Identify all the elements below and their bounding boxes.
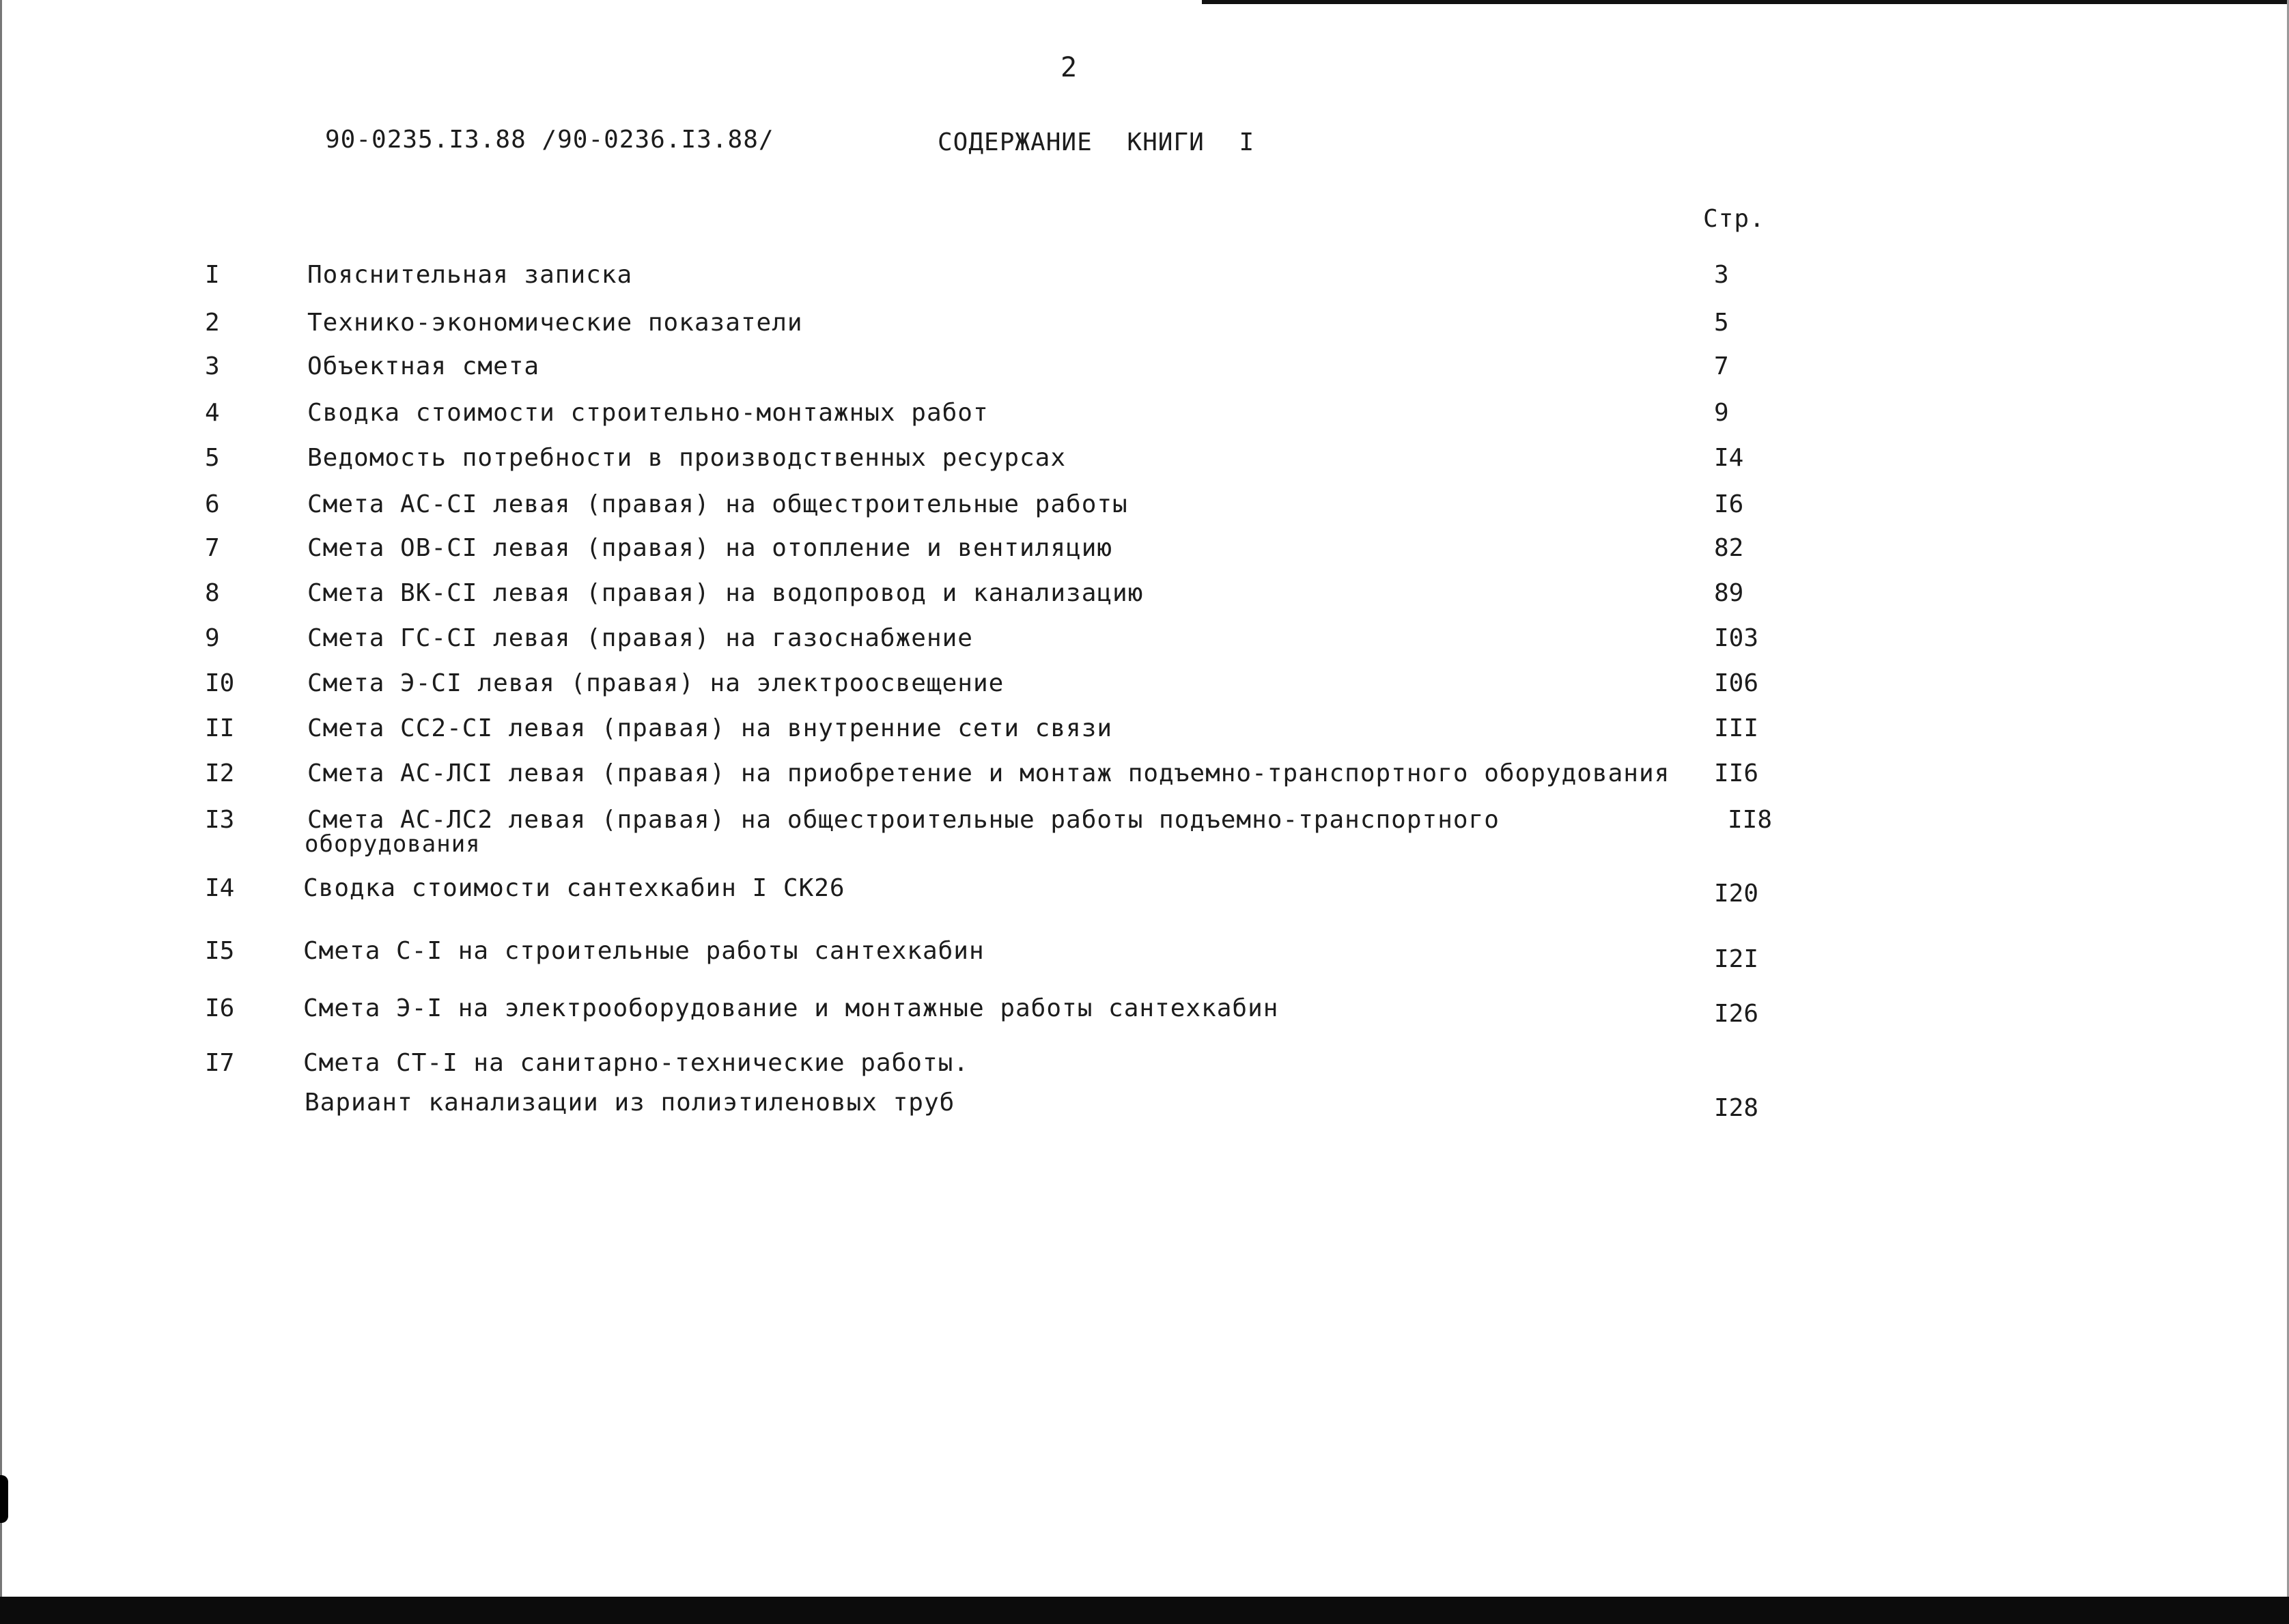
row-page: I6 [1714,490,1744,518]
row-page: 5 [1714,309,1729,337]
row-title: Смета СС2-СI левая (правая) на внутренние сети связи [307,714,1113,742]
contents-row [0,352,2289,385]
row-number: 6 [205,490,220,518]
page-number: 2 [1061,52,1078,83]
contents-row [0,444,2289,477]
row-number: 4 [205,399,220,427]
row-page: I4 [1714,444,1744,472]
document-code: 90-0235.I3.88 /90-0236.I3.88/ [325,126,774,154]
row-title: Смета ГС-СI левая (правая) на газоснабжение [307,624,973,652]
row-page: I03 [1714,624,1759,652]
row-title: Сводка стоимости строительно-монтажных работ [307,399,989,427]
row-title: Смета Э-СI левая (правая) на электроосвещение [307,669,1005,697]
row-number: 9 [205,624,220,652]
row-number: 5 [205,444,220,472]
contents-row [0,714,2289,747]
row-number: I6 [205,994,235,1022]
row-title: Ведомость потребности в производственных ресурсах [307,444,1067,472]
contents-row [0,1049,2289,1124]
row-number: I3 [205,806,235,834]
scan-border-top [1202,0,2289,4]
row-number: 7 [205,534,220,562]
contents-row [0,534,2289,567]
contents-row [0,994,2289,1027]
contents-row [0,624,2289,657]
row-page: III [1714,714,1759,742]
page-title: СОДЕРЖАНИЕ КНИГИ I [938,128,1255,156]
contents-row [0,309,2289,341]
row-page: 82 [1714,534,1744,562]
page-column-header: Стр. [1703,205,1765,233]
row-page: I2I [1714,945,1759,973]
row-page: 7 [1714,352,1729,380]
row-title: Смета ВК-СI левая (правая) на водопровод и канализацию [307,579,1144,607]
binding-mark [0,1475,8,1523]
row-number: I4 [205,874,235,902]
contents-row [0,759,2289,792]
row-number: I7 [205,1049,235,1077]
scan-border-bottom [0,1597,2289,1624]
contents-row [0,579,2289,612]
row-title: Объектная смета [307,352,540,380]
row-title: Смета СТ-I на санитарно-технические работы. [303,1049,969,1077]
row-title: Смета Э-I на электрооборудование и монтажные работы сантехкабин [303,994,1279,1022]
row-title: Смета С-I на строительные работы сантехкабин [303,937,985,965]
row-number: 3 [205,352,220,380]
row-number: I [205,261,220,289]
row-page: 89 [1714,579,1744,607]
row-number: I2 [205,759,235,787]
contents-row [0,399,2289,432]
row-number: I0 [205,669,235,697]
row-page: I28 [1714,1094,1759,1122]
row-page: I06 [1714,669,1759,697]
contents-row [0,490,2289,523]
row-page: II6 [1714,759,1759,787]
row-title: Смета АС-ЛСI левая (правая) на приобретение и монтаж подъемно-транспортного оборудования [307,759,1670,787]
row-page: I26 [1714,1000,1759,1028]
row-title: Пояснительная записка [307,261,633,289]
row-number: 2 [205,309,220,337]
row-title-continuation: Вариант канализации из полиэтиленовых труб [305,1089,955,1117]
contents-row [0,669,2289,702]
row-title: Смета АС-ЛС2 левая (правая) на общестроительные работы подъемно-транспортного [307,806,1500,834]
row-title-continuation: оборудования [305,830,481,858]
contents-row [0,806,2289,867]
row-title: Технико-экономические показатели [307,309,803,337]
row-page: II8 [1728,806,1773,834]
row-number: II [205,714,235,742]
scan-border-left [0,0,2,1597]
row-title: Сводка стоимости сантехкабин I СК26 [303,874,845,902]
row-page: 9 [1714,399,1729,427]
contents-row [0,937,2289,973]
row-number: 8 [205,579,220,607]
row-page: I20 [1714,880,1759,908]
row-page: 3 [1714,261,1729,289]
contents-row [0,874,2289,907]
row-title: Смета АС-СI левая (правая) на общестроительные работы [307,490,1128,518]
row-title: Смета ОВ-СI левая (правая) на отопление и вентиляцию [307,534,1113,562]
contents-row [0,261,2289,294]
row-number: I5 [205,937,235,965]
